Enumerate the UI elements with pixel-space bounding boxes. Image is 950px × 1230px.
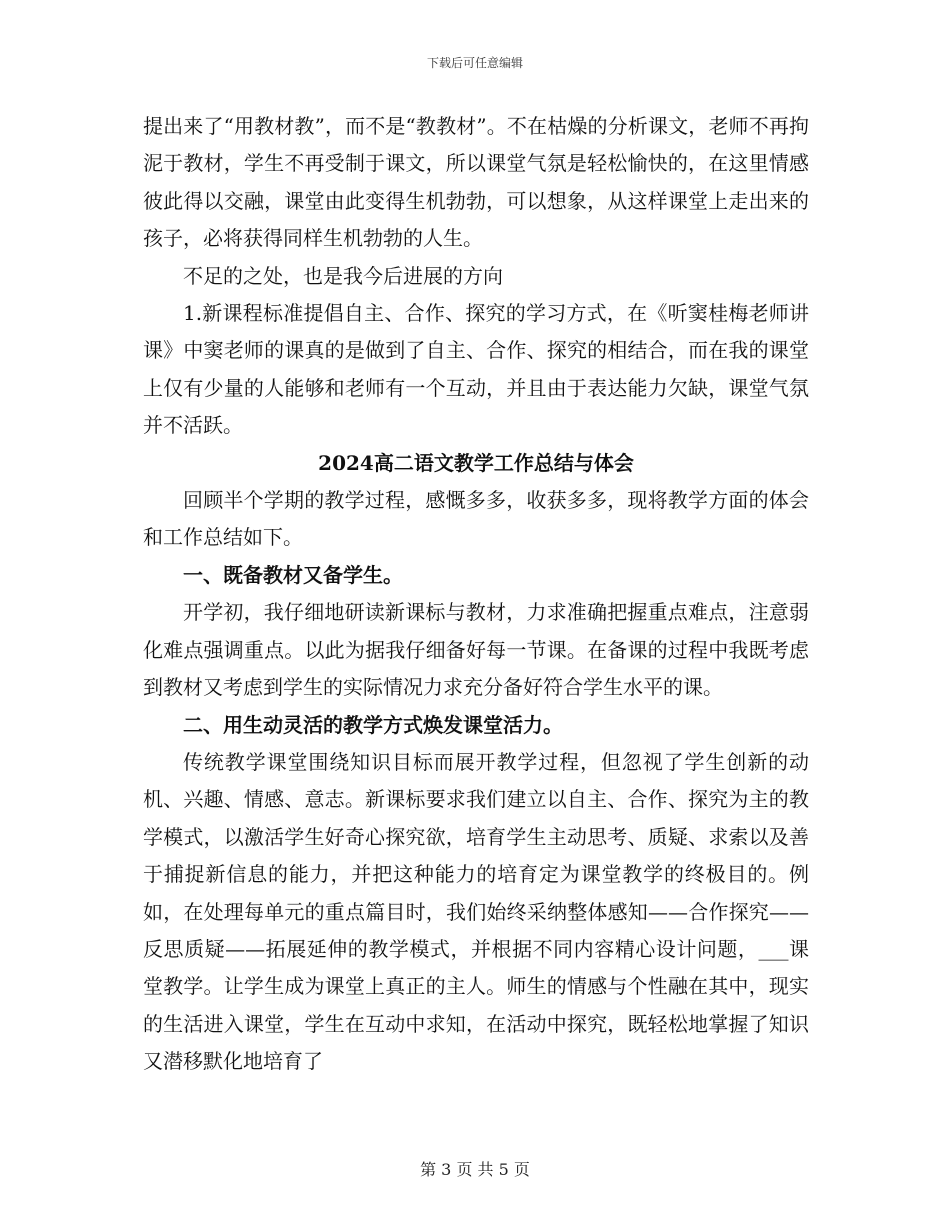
document-body <box>143 108 809 1081</box>
paragraph-continued: 提出来了“用教材教”，而不是“教教材”。不在枯燥的分析课文，老师不再拘泥于教材，学生不再受制于课文，所以课堂气氛是轻松愉快的，在这里情感彼此得以交融，课堂由此变得生机勃勃，可以想象，从这样课堂上走出来的孩子，必将获得同样生机勃勃的人生。 <box>143 114 809 251</box>
paragraph-point-1: 1.新课程标准提倡自主、合作、探究的学习方式，在《听窦桂梅老师讲课》中窦老师的课真的是做到了自主、合作、探究的相结合，而在我的课堂上仅有少量的人能够和老师有一个互动，并且由于表达能力欠缺，课堂气氛并不活跃。 <box>143 301 809 438</box>
page-header: 下载后可任意编辑 <box>426 56 523 70</box>
paragraph-section-2: 传统教学课堂围绕知识目标而展开教学过程，但忽视了学生创新的动机、兴趣、情感、意志。新课标要求我们建立以自主、合作、探究为主的教学模式，以激活学生好奇心探究欲，培育学生主动思考、质疑、求索以及善于捕捉新信息的能力，并把这种能力的培育定为课堂教学的终极目的。例如，在处理每单元的重点篇目时，我们始终采纳整体感知——合作探究——反思质疑——拓展延伸的教学模式，并根据不同内容精心设计问题，___课堂教学。让学生成为课堂上真正的主人。师生的情感与个性融在其中，现实的生活进入课堂，学生在互动中求知，在活动中探究，既轻松地掌握了知识又潜移默化地培育了 <box>143 749 809 1074</box>
page-footer: 第 3 页 共 5 页 <box>420 1160 530 1179</box>
paragraph-section-1: 开学初，我仔细地研读新课标与教材，力求准确把握重点难点，注意弱化难点强调重点。以此为据我仔细备好每一节课。在备课的过程中我既考虑到教材又考虑到学生的实际情况力求充分备好符合学生水平的课。 <box>143 600 809 700</box>
section-heading-1: 一、既备教材又备学生。 <box>183 562 403 587</box>
paragraph-shortcomings: 不足的之处，也是我今后进展的方向 <box>183 263 503 288</box>
section-heading-2: 二、用生动灵活的教学方式焕发课堂活力。 <box>183 712 563 737</box>
paragraph-intro: 回顾半个学期的教学过程，感慨多多，收获多多，现将教学方面的体会和工作总结如下。 <box>143 488 809 550</box>
section-title: 2024高二语文教学工作总结与体会 <box>318 450 634 475</box>
